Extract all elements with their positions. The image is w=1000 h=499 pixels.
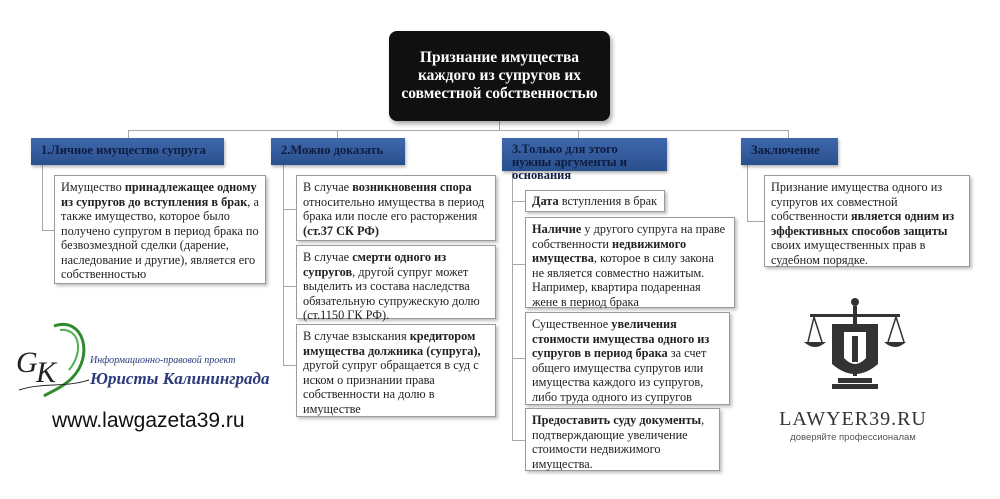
card-emphasis: Наличие (532, 222, 582, 236)
col3-elbow-3 (512, 358, 525, 359)
branch-personal-property (31, 138, 224, 165)
card-text: Имущество (61, 180, 125, 194)
card-text: , подтверждающие увеличение стоимости недвижимого имущества. (532, 413, 705, 471)
card-emphasis: Предоставить суду документы (532, 413, 702, 427)
card-text: В случае (303, 180, 353, 194)
card-emphasis: смерти одного из супругов (303, 250, 447, 279)
card-emphasis: является одним из эффективных способов защиты (771, 209, 955, 238)
col4-spine (747, 165, 748, 221)
branch-label: 3.Только для этого нужны аргументы и основания (512, 142, 627, 182)
card-emphasis: возникновения спора (352, 180, 472, 194)
branch-connector (128, 130, 788, 131)
col3-elbow-4 (512, 440, 525, 441)
card-text: Признание имущества одного из супругов их совместной собственности (771, 180, 943, 223)
card-text: своих имущественных прав в судебном порядке. (771, 238, 926, 267)
site-url[interactable]: www.lawgazeta39.ru (52, 409, 245, 432)
col2-elbow-3 (283, 365, 296, 366)
card-text: , другой супруг может выделить из состава наследства обязательную супружескую долю (ст.1150 ГК РФ). (303, 264, 480, 322)
branch-1-stub (128, 130, 129, 138)
card-text: вступления в брак (558, 194, 658, 208)
branch-label: 1.Личное имущество супруга (41, 143, 206, 157)
brand-subtitle: Информационно-правовой проект (90, 355, 236, 366)
card-emphasis: (ст.37 СК РФ) (303, 223, 379, 238)
card-dispute (296, 175, 496, 241)
card-text: у другого супруга на праве собственности (532, 222, 726, 251)
card-text: Существенное (532, 317, 612, 331)
root-connector (499, 121, 500, 130)
card-text: относительно имущества в период брака или после его расторжения (303, 194, 485, 223)
card-text: другой супруг обращается в суд с иском о признании права собственности на долю в имуществе (303, 358, 479, 416)
card-text: В случае (303, 250, 353, 264)
col4-elbow (747, 221, 764, 222)
col2-elbow-1 (283, 209, 296, 210)
lawyer-brand-name: LAWYER39.RU (779, 408, 927, 430)
branch-conclusion (741, 138, 838, 165)
root-node (389, 31, 610, 121)
col1-spine (42, 165, 43, 230)
col3-elbow-1 (512, 201, 525, 202)
scales-of-justice-icon (800, 292, 910, 402)
branch-arguments (502, 138, 667, 182)
root-title: Признание имущества каждого из супругов их совместной собственностью (401, 49, 598, 102)
lawyer-brand-tagline: доверяйте профессионалам (790, 432, 916, 443)
branch-can-prove (271, 138, 405, 165)
brand-name: Юристы Калининграда (90, 369, 270, 388)
card-documents (525, 408, 720, 471)
svg-text:G: G (16, 346, 38, 379)
col1-elbow (42, 230, 54, 231)
card-emphasis: Дата (532, 194, 559, 208)
branch-2-stub (337, 130, 338, 138)
card-value-increase (525, 312, 730, 405)
card-text: В случае взыскания (303, 329, 410, 343)
card-emphasis: кредитором имущества должника (супруга), (303, 329, 481, 358)
card-text: , которое в силу закона не является совместно нажитым. Например, квартира подаренная жене в период брака (532, 251, 714, 309)
branch-label: Заключение (751, 143, 820, 157)
branch-3-stub (578, 130, 579, 138)
card-emphasis: недвижимого имущества (532, 236, 687, 265)
branch-label: 2.Можно доказать (281, 143, 384, 157)
branch-4-stub (788, 130, 789, 138)
card-conclusion (764, 175, 970, 267)
card-personal-property (54, 175, 266, 284)
card-creditor (296, 324, 496, 417)
svg-text:K: K (36, 356, 57, 389)
col3-elbow-2 (512, 264, 525, 265)
card-emphasis: принадлежащее одному из супругов до вступления в брак (61, 180, 257, 209)
card-text: за счет общего имущества супругов или имущества каждого из супругов, либо труда одного из супругов (532, 346, 707, 404)
card-death (296, 245, 496, 322)
card-real-estate (525, 217, 735, 308)
col3-spine (512, 172, 513, 440)
card-emphasis: увеличения стоимости имущества одного из супругов в период брака (532, 317, 710, 360)
card-text: , а также имущество, которое было получено супругом в период брака по безвозмездной сделки (дарение, наследование и другие), является его собственностью (61, 194, 259, 281)
col2-elbow-2 (283, 286, 296, 287)
card-marriage-date (525, 190, 665, 212)
